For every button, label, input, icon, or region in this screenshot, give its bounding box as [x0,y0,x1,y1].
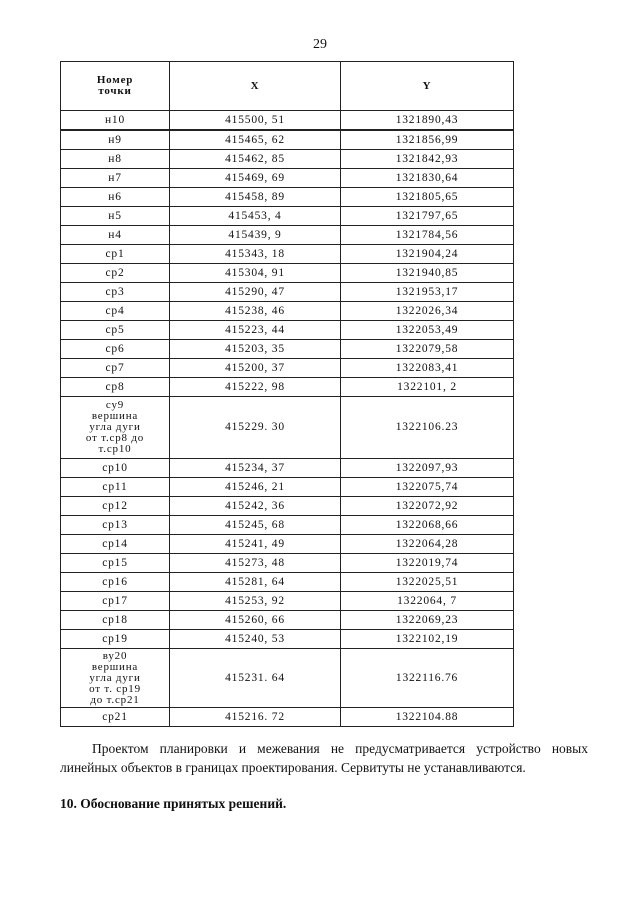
cell-y: 1321856,99 [341,130,514,150]
table-row [61,378,514,397]
cell-point: ср5 [61,321,170,340]
cell-y: 1321940,85 [341,264,514,283]
cell-x: 415203, 35 [170,340,341,359]
table-row [61,130,514,150]
cell-point: ср2 [61,264,170,283]
cell-x: 415234, 37 [170,459,341,478]
table-row [61,321,514,340]
cell-point: н7 [61,169,170,188]
cell-y: 1322102,19 [341,630,514,649]
cell-point: ср1 [61,245,170,264]
cell-point: н8 [61,150,170,169]
cell-y: 1322075,74 [341,478,514,497]
cell-y: 1321830,64 [341,169,514,188]
cell-point: ср19 [61,630,170,649]
cell-y: 1322019,74 [341,554,514,573]
cell-x: 415304, 91 [170,264,341,283]
table-row [61,535,514,554]
cell-point: ср16 [61,573,170,592]
cell-point: ср21 [61,708,170,727]
cell-x: 415245, 68 [170,516,341,535]
cell-y: 1322068,66 [341,516,514,535]
cell-x: 415238, 46 [170,302,341,321]
table-row [61,516,514,535]
cell-x: 415458, 89 [170,188,341,207]
cell-y: 1321784,56 [341,226,514,245]
table-row [61,592,514,611]
cell-point: ср10 [61,459,170,478]
cell-point: ср13 [61,516,170,535]
cell-x: 415500, 51 [170,111,341,131]
cell-y: 1322025,51 [341,573,514,592]
cell-point: ср18 [61,611,170,630]
table-row [61,111,514,131]
table-row [61,169,514,188]
table-row [61,340,514,359]
cell-y: 1321953,17 [341,283,514,302]
header-point-number: Номер точки [61,62,170,111]
table-row [61,245,514,264]
cell-point: ср3 [61,283,170,302]
cell-point: н9 [61,130,170,150]
cell-x: 415223, 44 [170,321,341,340]
cell-y: 1322104.88 [341,708,514,727]
cell-y: 1322079,58 [341,340,514,359]
cell-y: 1322069,23 [341,611,514,630]
cell-point: ср7 [61,359,170,378]
cell-y: 1322116.76 [341,649,514,708]
cell-y: 1321797,65 [341,207,514,226]
table-row [61,207,514,226]
cell-x: 415281, 64 [170,573,341,592]
cell-y: 1322072,92 [341,497,514,516]
cell-point: н5 [61,207,170,226]
cell-x: 415240, 53 [170,630,341,649]
cell-y: 1321904,24 [341,245,514,264]
paragraph-text: Проектом планировки и межевания не предусматривается устройство новых линейных объектов в границах проектирования. Сервитуты не устанавливаются. [60,741,588,775]
cell-y: 1321890,43 [341,111,514,131]
table-header-row [61,62,514,111]
cell-x: 415242, 36 [170,497,341,516]
cell-y: 1322083,41 [341,359,514,378]
cell-point: ср11 [61,478,170,497]
cell-point: ср14 [61,535,170,554]
cell-point: н6 [61,188,170,207]
cell-x: 415241, 49 [170,535,341,554]
cell-point: ср12 [61,497,170,516]
cell-x: 415216. 72 [170,708,341,727]
cell-x: 415231. 64 [170,649,341,708]
cell-x: 415462, 85 [170,150,341,169]
cell-y: 1321842,93 [341,150,514,169]
cell-x: 415465, 62 [170,130,341,150]
header-x: X [170,62,341,111]
table-row [61,497,514,516]
table-row [61,264,514,283]
section-heading: 10. Обоснование принятых решений. [60,796,287,811]
cell-y: 1322106.23 [341,397,514,459]
cell-y: 1321805,65 [341,188,514,207]
header-y: Y [341,62,514,111]
cell-x: 415439, 9 [170,226,341,245]
cell-x: 415253, 92 [170,592,341,611]
cell-point: ср6 [61,340,170,359]
table-row [61,554,514,573]
cell-y: 1322053,49 [341,321,514,340]
cell-x: 415469, 69 [170,169,341,188]
table-row [61,573,514,592]
body-paragraph [60,739,588,777]
table-row [61,397,514,459]
cell-point: н4 [61,226,170,245]
cell-x: 415222, 98 [170,378,341,397]
table-row [61,630,514,649]
cell-x: 415453, 4 [170,207,341,226]
table-row [61,611,514,630]
cell-point: ср8 [61,378,170,397]
table-row [61,359,514,378]
cell-point: су9 вершина угла дуги от т.ср8 до т.ср10 [61,397,170,459]
table-row [61,150,514,169]
page-number: 29 [313,37,327,52]
cell-x: 415343, 18 [170,245,341,264]
cell-y: 1322026,34 [341,302,514,321]
cell-point: н10 [61,111,170,131]
cell-point: ср15 [61,554,170,573]
cell-x: 415246, 21 [170,478,341,497]
table-row [61,188,514,207]
cell-x: 415260, 66 [170,611,341,630]
cell-x: 415273, 48 [170,554,341,573]
cell-y: 1322064,28 [341,535,514,554]
cell-y: 1322097,93 [341,459,514,478]
table-row [61,459,514,478]
table-row [61,226,514,245]
table-row [61,478,514,497]
cell-x: 415290, 47 [170,283,341,302]
cell-x: 415229. 30 [170,397,341,459]
cell-point: ср17 [61,592,170,611]
table-row [61,708,514,727]
coordinates-table [60,61,514,727]
cell-x: 415200, 37 [170,359,341,378]
table-row [61,302,514,321]
cell-y: 1322101, 2 [341,378,514,397]
cell-point: ву20 вершина угла дуги от т. ср19 до т.ср21 [61,649,170,708]
cell-point: ср4 [61,302,170,321]
cell-y: 1322064, 7 [341,592,514,611]
table-row [61,283,514,302]
table-row [61,649,514,708]
